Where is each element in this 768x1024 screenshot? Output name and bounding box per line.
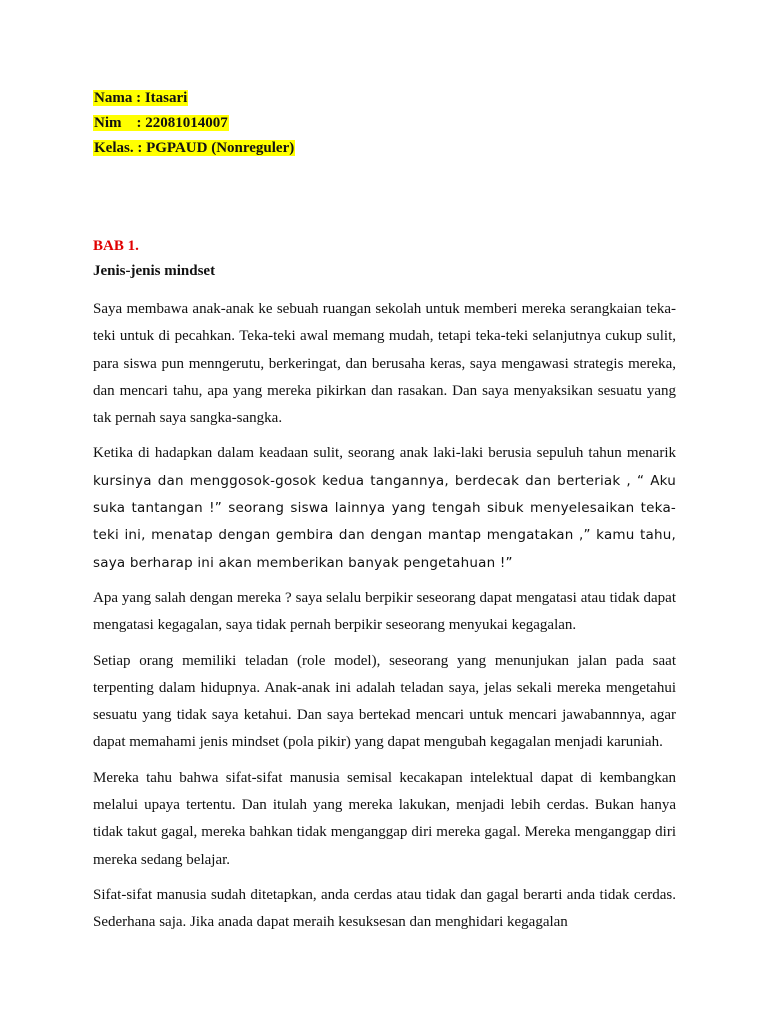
- paragraph-text: Ketika di hadapkan dalam keadaan sulit, seorang anak laki-laki berusia sepuluh tahun menarik: [93, 445, 676, 462]
- nim-text: Nim : 22081014007: [94, 115, 228, 131]
- chapter-label: BAB 1.: [93, 238, 139, 254]
- paragraph: Setiap orang memiliki teladan (role model), seseorang yang menunjukan jalan pada saat terpenting dalam hidupnya. Anak-anak ini adalah teladan saya, jelas sekali mereka mengetahui sesuatu yang tidak saya ketahui. Dan saya bertekad mencari untuk mencari jawabannnya, agar dapat memahami jenis mindset (pola pikir) yang dapat mengubah kegagalan menjadi karuniah.: [93, 652, 676, 751]
- document-body: [93, 296, 676, 945]
- name-text: Nama : Itasari: [94, 90, 188, 106]
- paragraph: Sifat-sifat manusia sudah ditetapkan, anda cerdas atau tidak dan gagal berarti anda tidak cerdas. Sederhana saja. Jika anada dapat meraih kesuksesan dan menghidari kegagalan: [93, 886, 676, 931]
- nim-line: [93, 111, 295, 136]
- kelas-text: Kelas. : PGPAUD (Nonreguler): [94, 140, 295, 156]
- chapter-title: Jenis-jenis mindset: [93, 263, 216, 279]
- paragraph: [93, 440, 676, 576]
- paragraph: Saya membawa anak-anak ke sebuah ruangan sekolah untuk memberi mereka serangkaian teka-teki untuk di pecahkan. Teka-teki awal memang mudah, tetapi teka-teki selanjutnya cukup sulit, para siswa pun menngerutu, berkeringat, dan berusaha keras, saya mengawasi strategis mereka, dan mencari tahu, apa yang mereka pikirkan dan rasakan. Dan saya menyaksikan sesuatu yang tak pernah saya sangka-sangka.: [93, 301, 676, 427]
- paragraph: Mereka tahu bahwa sifat-sifat manusia semisal kecakapan intelektual dapat di kembangkan melalui upaya tertentu. Dan itulah yang mereka lakukan, menjadi lebih cerdas. Bukan hanya tidak takut gagal, mereka bahkan tidak menganggap diri mereka gagal. Mereka menganggap diri mereka sedang belajar.: [93, 769, 676, 868]
- paragraph-text-sans: kursinya dan menggosok-gosok kedua tangannya, berdecak dan berteriak , “ Aku suka tantangan !” seorang siswa lainnya yang tengah sibuk menyelesaikan teka-teki ini, menatap dengan gembira dan dengan mantap mengatakan ,” kamu tahu, saya berharap ini akan memberikan banyak pengetahuan !”: [93, 472, 676, 571]
- kelas-line: [93, 136, 295, 161]
- name-line: [93, 86, 295, 111]
- paragraph: Apa yang salah dengan mereka ? saya selalu berpikir seseorang dapat mengatasi atau tidak dapat mengatasi kegagalan, saya tidak pernah berpikir seseorang menyukai kegagalan.: [93, 589, 676, 634]
- student-info: [93, 86, 295, 161]
